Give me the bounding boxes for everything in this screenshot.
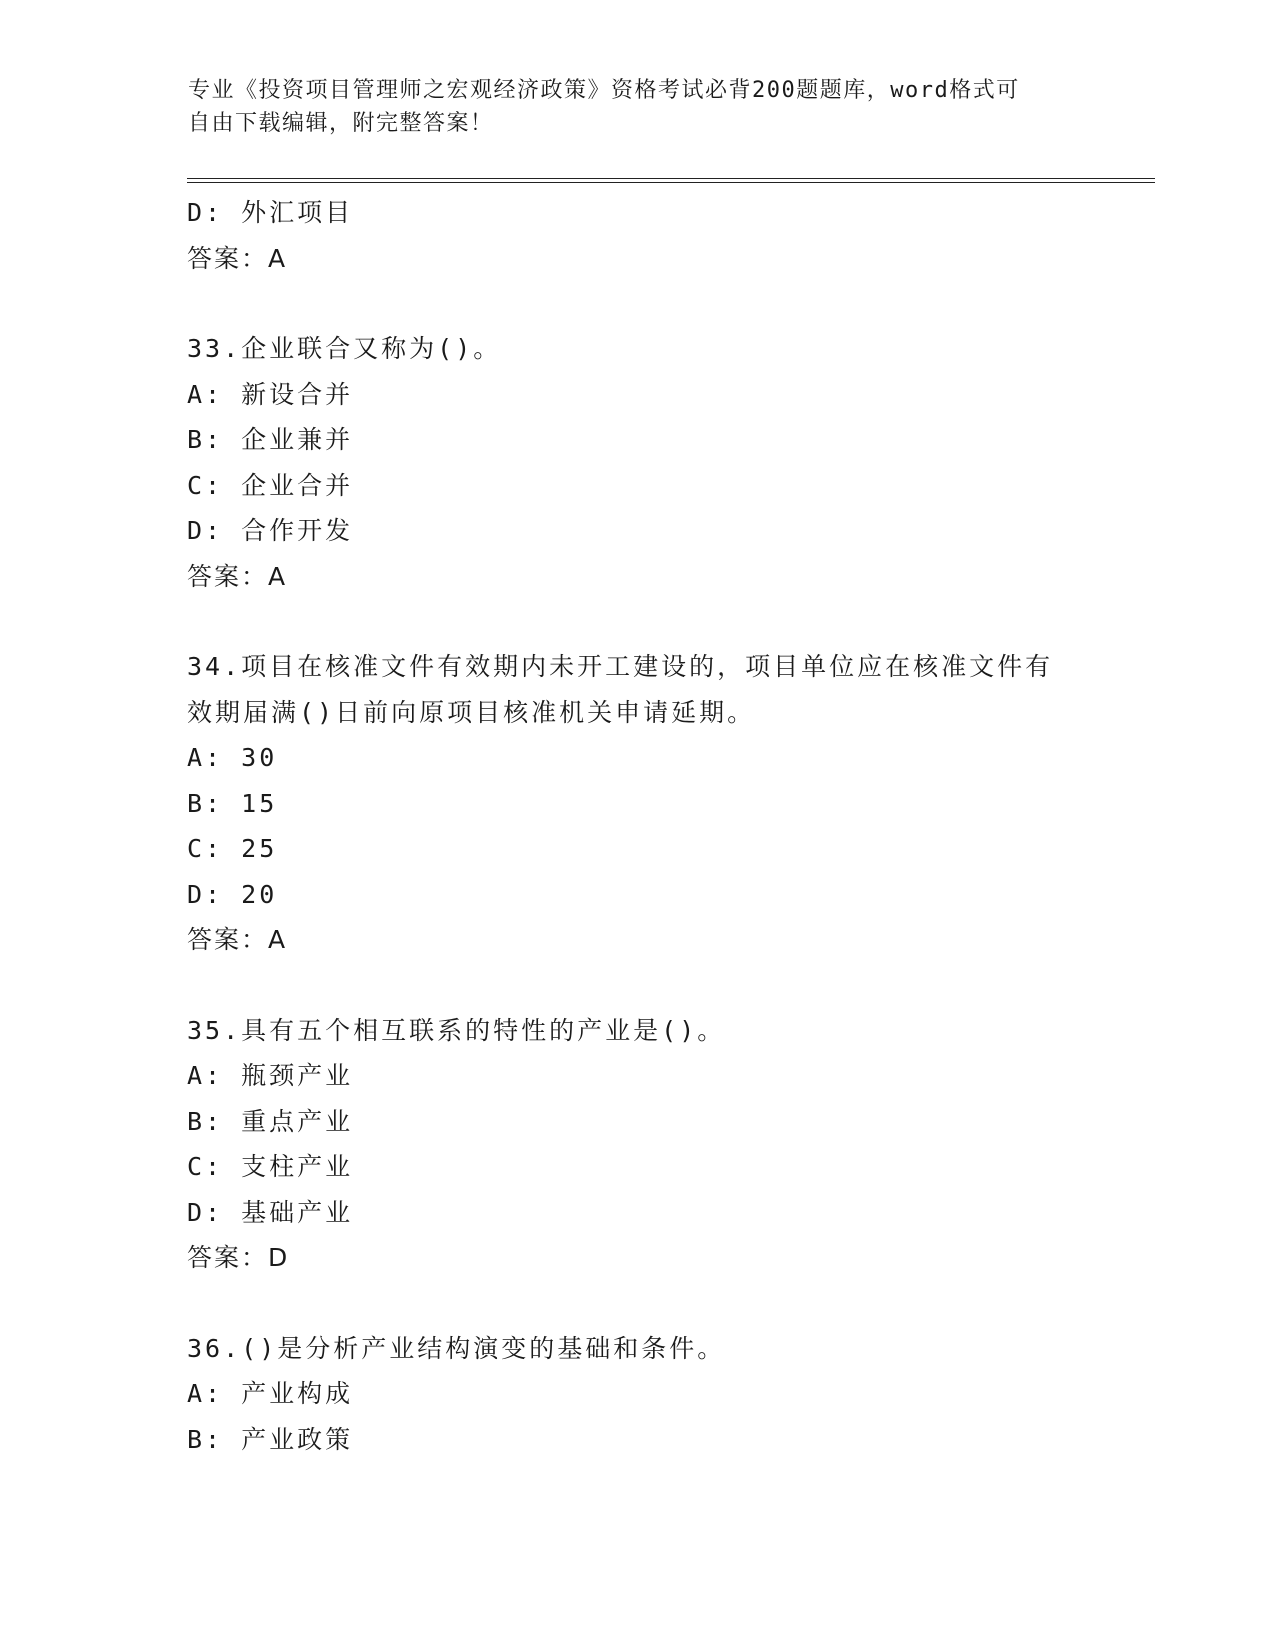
spacer [187,1281,1087,1326]
question-stem: 35.具有五个相互联系的特性的产业是()。 [187,1015,726,1045]
option-d: D: 20 [187,879,278,909]
question-34 [187,644,1087,963]
question-33 [187,326,1087,599]
header-line-2: 自由下载编辑，附完整答案！ [188,111,494,136]
spacer [187,963,1087,1008]
option-d: D: 合作开发 [187,516,354,545]
option-d: D: 基础产业 [187,1197,354,1227]
header-line-1: 专业《投资项目管理师之宏观经济政策》资格考试必背200题题库，word格式可 [188,78,1020,103]
question-stem: 36.()是分析产业结构演变的基础和条件。 [187,1333,726,1363]
option-c: C: 企业合并 [187,470,354,500]
option-a: A: 产业构成 [187,1379,354,1408]
question-list [187,190,1087,1462]
answer: 答案：A [187,561,288,591]
question-36 [187,1326,1087,1463]
option-b: B: 15 [187,788,278,818]
answer: 答案：D [187,1243,290,1272]
question-35 [187,1008,1087,1281]
option-a: A: 新设合并 [187,379,354,409]
option-b: B: 重点产业 [187,1106,354,1136]
question-stem: 33.企业联合又称为()。 [187,334,502,363]
option-c: C: 25 [187,834,278,863]
header-divider [187,178,1155,183]
question-32-fragment [187,190,1087,281]
option-a: A: 30 [187,743,278,772]
question-stem-line-2: 效期届满()日前向原项目核准机关申请延期。 [187,697,756,727]
option-b: B: 企业兼并 [187,425,354,454]
document-header [188,74,1068,140]
option-d: D: 外汇项目 [187,198,354,227]
answer: 答案：A [187,925,288,954]
spacer [187,599,1087,644]
answer: 答案：A [187,243,288,273]
option-a: A: 瓶颈产业 [187,1061,354,1090]
spacer [187,281,1087,326]
option-b: B: 产业政策 [187,1424,354,1454]
question-stem-line-1: 34.项目在核准文件有效期内未开工建设的，项目单位应在核准文件有 [187,652,1054,681]
option-c: C: 支柱产业 [187,1152,354,1181]
